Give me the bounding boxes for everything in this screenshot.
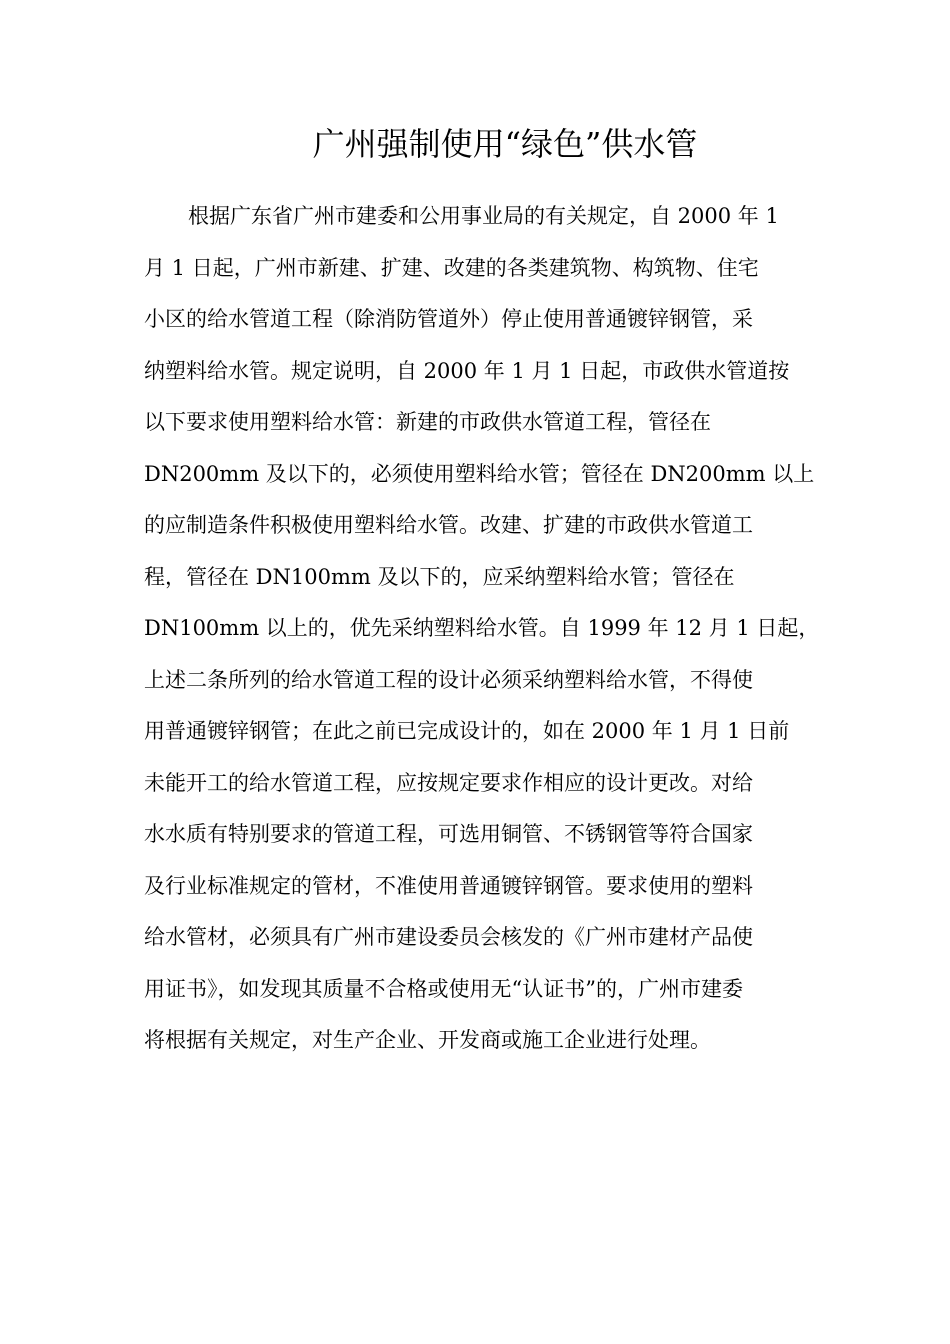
body-line-13: 水水质有特别要求的管道工程，可选用铜管、不锈钢管等符合国家 [144,822,753,846]
body-line-10: 上述二条所列的给水管道工程的设计必须采纳塑料给水管，不得使 [144,667,753,692]
body-line-5: 以下要求使用塑料给水管：新建的市政供水管道工程，管径在 [144,410,711,434]
body-line-9: DN100mm 以上的，优先采纳塑料给水管。自 1999 年 12 月 1 日起， [144,616,820,640]
document-title: 广州强制使用“绿色”供水管 [312,125,698,163]
document-body [144,191,820,1067]
body-line-2: 月 1 日起，广州市新建、扩建、改建的各类建筑物、构筑物、住宅 [144,255,759,280]
body-line-16: 用证书》，如发现其质量不合格或使用无“认证书”的，广州市建委 [144,976,743,1001]
body-line-12: 未能开工的给水管道工程，应按规定要求作相应的设计更改。对给 [144,770,753,795]
body-line-3: 小区的给水管道工程（除消防管道外）停止使用普通镀锌钢管，采 [144,307,753,331]
body-line-11: 用普通镀锌钢管；在此之前已完成设计的，如在 2000 年 1 月 1 日前 [144,719,790,743]
body-line-7: 的应制造条件积极使用塑料给水管。改建、扩建的市政供水管道工 [144,513,753,537]
body-line-17: 将根据有关规定，对生产企业、开发商或施工企业进行处理。 [144,1028,711,1052]
body-line-6: DN200mm 及以下的，必须使用塑料给水管；管径在 DN200mm 以上 [144,461,815,486]
body-line-4: 纳塑料给水管。规定说明，自 2000 年 1 月 1 日起，市政供水管道按 [144,358,790,383]
body-line-14: 及行业标准规定的管材，不准使用普通镀锌钢管。要求使用的塑料 [144,873,753,898]
body-line-1: 根据广东省广州市建委和公用事业局的有关规定，自 2000 年 1 [188,204,779,228]
body-line-8: 程，管径在 DN100mm 及以下的，应采纳塑料给水管；管径在 [144,564,735,589]
body-line-15: 给水管材，必须具有广州市建设委员会核发的《广州市建材产品使 [144,925,753,949]
